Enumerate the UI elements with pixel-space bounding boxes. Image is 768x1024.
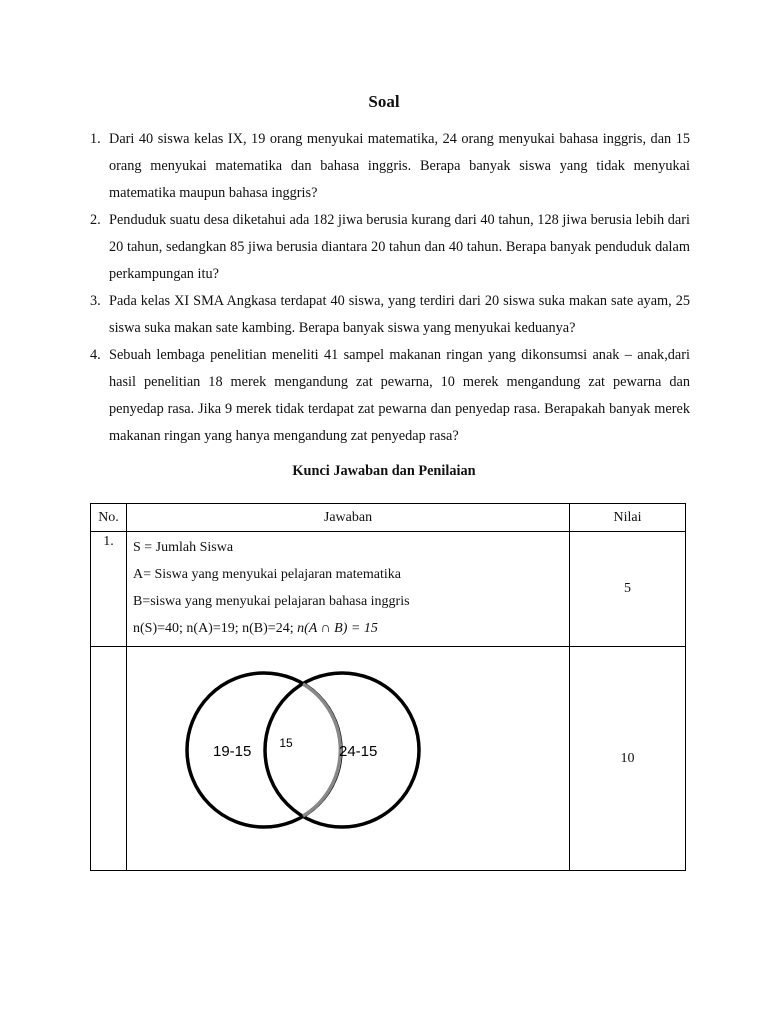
header-jawaban: Jawaban bbox=[127, 504, 570, 532]
page-title: Soal bbox=[368, 92, 400, 111]
formula-nb: n(B)=24; bbox=[242, 621, 294, 636]
question-number: 2. bbox=[90, 212, 101, 228]
venn-diagram bbox=[127, 647, 567, 865]
table-row bbox=[91, 532, 686, 647]
question-item bbox=[90, 342, 690, 450]
question-text: Pada kelas XI SMA Angkasa terdapat 40 siswa, yang terdiri dari 20 siswa suka makan sate ayam, 25 siswa suka makan sate kambing. Berapa banyak siswa yang menyukai keduanya? bbox=[109, 293, 690, 336]
question-number: 4. bbox=[90, 347, 101, 363]
question-text: Dari 40 siswa kelas IX, 19 orang menyukai matematika, 24 orang menyukai bahasa inggris, dan 15 orang menyukai matematika dan bahasa inggris. Berapa banyak siswa yang tidak menyukai matematika maupun bahasa inggris? bbox=[109, 131, 690, 201]
venn-label-a-only: 19-15 bbox=[213, 743, 252, 760]
answer-line: A= Siswa yang menyukai pelajaran matematika bbox=[133, 567, 401, 582]
venn-cell bbox=[127, 647, 570, 871]
nilai-value: 5 bbox=[570, 532, 686, 647]
row-number: 1. bbox=[91, 532, 127, 647]
question-list bbox=[90, 126, 690, 450]
table-header-row bbox=[91, 504, 686, 532]
header-no: No. bbox=[91, 504, 127, 532]
formula-na: n(A)=19; bbox=[186, 621, 239, 636]
answer-key-table bbox=[90, 503, 686, 871]
table-row bbox=[91, 647, 686, 871]
question-number: 3. bbox=[90, 293, 101, 309]
formula-ns: n(S)=40; bbox=[133, 621, 183, 636]
question-item bbox=[90, 288, 690, 342]
answer-line: S = Jumlah Siswa bbox=[133, 540, 234, 555]
answer-formula bbox=[133, 615, 563, 642]
header-nilai: Nilai bbox=[570, 504, 686, 532]
venn-label-b-only: 24-15 bbox=[339, 743, 378, 760]
answer-definitions bbox=[127, 532, 570, 647]
question-item bbox=[90, 126, 690, 207]
answer-line: B=siswa yang menyukai pelajaran bahasa inggris bbox=[133, 594, 410, 609]
venn-label-intersection: 15 bbox=[279, 736, 293, 750]
question-text: Sebuah lembaga penelitian meneliti 41 sampel makanan ringan yang dikonsumsi anak – anak,dari hasil penelitian 18 merek mengandung zat pewarna, 10 merek mengandung zat pewarna dan penyedap rasa. Jika 9 merek tidak terdapat zat pewarna dan penyedap rasa. Berapakah banyak merek makanan ringan yang hanya mengandung zat penyedap rasa? bbox=[109, 347, 690, 444]
formula-nab: n(A ∩ B) = 15 bbox=[297, 621, 378, 636]
row-number-empty bbox=[91, 647, 127, 871]
question-text: Penduduk suatu desa diketahui ada 182 jiwa berusia kurang dari 40 tahun, 128 jiwa berusia lebih dari 20 tahun, sedangkan 85 jiwa berusia diantara 20 tahun dan 40 tahun. Berapa banyak penduduk dalam perkampungan itu? bbox=[109, 212, 690, 282]
nilai-value: 10 bbox=[570, 647, 686, 871]
venn-intersection-arc bbox=[303, 684, 340, 816]
answer-key-title: Kunci Jawaban dan Penilaian bbox=[292, 463, 476, 479]
question-number: 1. bbox=[90, 131, 101, 147]
question-item bbox=[90, 207, 690, 288]
